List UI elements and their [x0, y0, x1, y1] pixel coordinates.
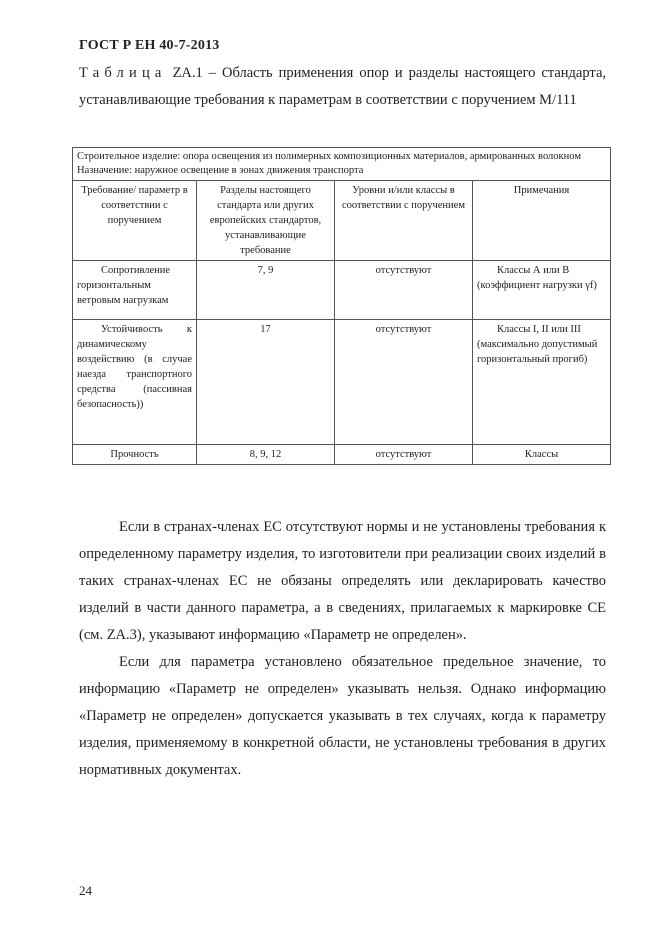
row-sections: 17: [197, 320, 335, 445]
header-notes: Примечания: [473, 181, 611, 261]
row-levels: отсутствуют: [335, 320, 473, 445]
table-caption: [79, 60, 606, 114]
table-caption-label: Таблица: [79, 65, 167, 81]
product-description: Строительное изделие: опора освещения из полимерных композиционных материалов, армированных волокном: [77, 151, 581, 162]
row-levels: отсутствуют: [335, 445, 473, 465]
page-number: 24: [79, 883, 92, 898]
table-info-row: [73, 148, 611, 181]
requirements-table: [72, 147, 611, 465]
header-requirement: Требование/ параметр в соответствии с поручением: [73, 181, 197, 261]
row-sections: 7, 9: [197, 261, 335, 320]
row-notes: Классы: [473, 445, 611, 465]
row-sections: 8, 9, 12: [197, 445, 335, 465]
body-text: [79, 514, 606, 784]
paragraph: Если в странах-членах ЕС отсутствуют нормы и не установлены требования к определенному параметру изделия, то изготовители при реализации своих изделий в таких странах-членах ЕС не обязаны определять или декларировать качество изделий в части данного параметра, а в сведениях, прилагаемых к маркировке СЕ (см. ZA.3), указывают информацию «Параметр не определен».: [79, 519, 606, 643]
table-caption-text: ZA.1 – Область применения опор и разделы настоящего стандарта, устанавливающие требования к параметрам в соответствии с поручением М/111: [79, 65, 607, 108]
row-notes: Классы I, II или III (максимально допустимый горизонтальный прогиб): [473, 320, 611, 445]
row-requirement: Прочность: [73, 445, 197, 465]
document-header: ГОСТ Р ЕН 40-7-2013: [79, 38, 220, 53]
header-levels: Уровни и/или классы в соответствии с поручением: [335, 181, 473, 261]
purpose-description: Назначение: наружное освещение в зонах движения транспорта: [77, 165, 364, 176]
row-notes: Классы А или В (коэффициент нагрузки γf): [473, 261, 611, 320]
table-header-row: [73, 181, 611, 261]
row-requirement: Устойчивость к динамическому воздействию (в случае наезда транспортного средства (пассивная безопасность)): [73, 320, 197, 445]
table-row: [73, 320, 611, 445]
paragraph: Если для параметра установлено обязательное предельное значение, то информацию «Параметр не определен» указывать нельзя. Однако информацию «Параметр не определен» допускается указывать в тех случаях, когда к параметру изделия, применяемому в конкретной области, не установлены требования в других нормативных документах.: [79, 654, 606, 778]
table-info-cell: [73, 148, 611, 181]
row-levels: отсутствуют: [335, 261, 473, 320]
table-row: [73, 445, 611, 465]
header-sections: Разделы настоящего стандарта или других европейских стандартов, устанавливающие требование: [197, 181, 335, 261]
table-row: [73, 261, 611, 320]
row-requirement: Сопротивление горизонтальным ветровым нагрузкам: [73, 261, 197, 320]
